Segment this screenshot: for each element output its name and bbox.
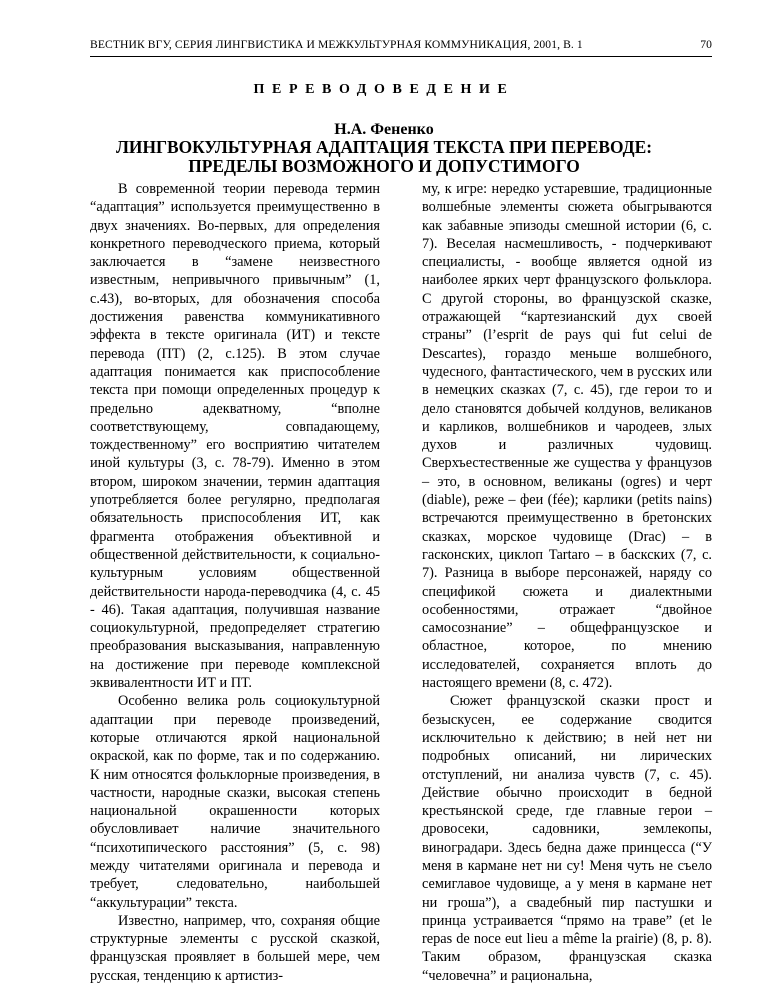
section-heading: ПЕРЕВОДОВЕДЕНИЕ — [253, 82, 515, 97]
page-number: 70 — [700, 38, 712, 51]
paragraph: Сюжет французской сказки прост и безыскусен, ее содержание сводится исключительно к действию; в ней нет ни подробных описаний, ни лирических отступлений, ни анализа чувств (7, с. 45). Действие обычно происходит в бедной крестьянской среде, где главные герои – дровосеки, садовники, землекопы, виноградари. Здесь бедна даже принцесса (“У меня в кармане нет ни су! Меня чуть не съело семиглавое чудовище, а у меня в кармане нет ни гроша”), а свадебный пир пастушки и принца устраивается “прямо на траве” (et le repas de noce eut lieu a même la prairie) (8, p. 8). Таким образом, французская сказка “человечна” и рациональна, — [422, 693, 712, 984]
title-line-2: ПРЕДЕЛЫ ВОЗМОЖНОГО И ДОПУСТИМОГО — [188, 156, 580, 176]
paragraph: Особенно велика роль социокультурной адаптации при переводе произведений, которые отличаются яркой национальной окраской, как по форме, так и по содержанию. К ним относятся фольклорные произведения, в частности, народные сказки, высокая степень национальной окрашенности которых обусловливает наличие значительного “психотипического расстояния” (5, с. 98) между читателями оригинала и перевода и требует, следовательно, наибольшей “аккультурации” текста. — [90, 693, 380, 911]
title-line-1: ЛИНГВОКУЛЬТУРНАЯ АДАПТАЦИЯ ТЕКСТА ПРИ ПЕРЕВОДЕ: — [115, 137, 653, 157]
journal-title: ВЕСТНИК ВГУ, СЕРИЯ ЛИНГВИСТИКА И МЕЖКУЛЬТУРНАЯ КОММУНИКАЦИЯ, 2001, В. 1 — [90, 38, 583, 51]
header-rule — [90, 56, 712, 57]
running-header — [90, 38, 712, 54]
right-column — [422, 180, 712, 985]
article-title — [0, 138, 768, 176]
paragraph: Известно, например, что, сохраняя общие структурные элементы с русской сказкой, французская проявляет в большей мере, чем русская, тенденцию к артистиз- — [90, 912, 380, 984]
paragraph: В современной теории перевода термин “адаптация” используется преимущественно в двух значениях. Во-первых, для определения конкретного переводческого приема, который заключается в “замене неизвестного известным, непривычного привычным” (1, с.43), во-вторых, для обозначения способа достижения равенства коммуникативного эффекта в тексте оригинала (ИТ) и тексте перевода (ПТ) (2, с.125). В этом случае адаптация понимается как приспособление текста при помощи определенных процедур к предельно адекватному, “вполне соответствующему, совпадающему, тождественному” его восприятию читателем иной культуры (3, с. 78-79). Именно в этом втором, широком значении, термин адаптация употребляется более регулярно, предполагая обязательность приспособления ИТ, как фрагмента отображения объективной и общественной действительности, к социально-культурным условиям общественной действительности народа-переводчика (4, с. 45 - 46). Такая адаптация, получившая название социокультурной, предопределяет стратегию преобразования высказывания, направленную на достижение при переводе комплексной эквивалентности ИТ и ПТ. — [90, 181, 380, 692]
article-author: Н.А. Фененко — [334, 121, 434, 138]
paragraph-continued: му, к игре: нередко устаревшие, традиционные волшебные элементы сюжета обыгрываются как забавные эпизоды смешной истории (6, с. 7). Веселая насмешливость, - подчеркивают специалисты, - вообще является одной из наиболее ярких черт французского фольклора. С другой стороны, во французской сказке, отражающей “картезианский дух своей страны” (l’esprit de pays qui fut celui de Descartes), гораздо меньше волшебного, чудесного, фантастического, чем в русских или в немецких сказках (7, с. 45), где герои то и дело становятся добычей колдунов, великанов и карликов, волшебников и чародеев, злых духов и различных чудовищ. Сверхъестественные же существа у французов – это, в основном, великаны (ogres) и черт (diable), реже – феи (fée); карлики (petits nains) встречаются преимущественно в бретонских сказках, морское чудовище (Drac) – в гасконских, циклоп Tartaro – в баскских (7, с. 7). Разница в выборе персонажей, наряду со спецификой сюжета и диалектными особенностями, отражает “двойное самосознание” – общефранцузское и областное, которое, по мнению исследователей, сохраняется вплоть до настоящего времени (8, с. 472). — [422, 181, 712, 692]
left-column — [90, 180, 380, 985]
